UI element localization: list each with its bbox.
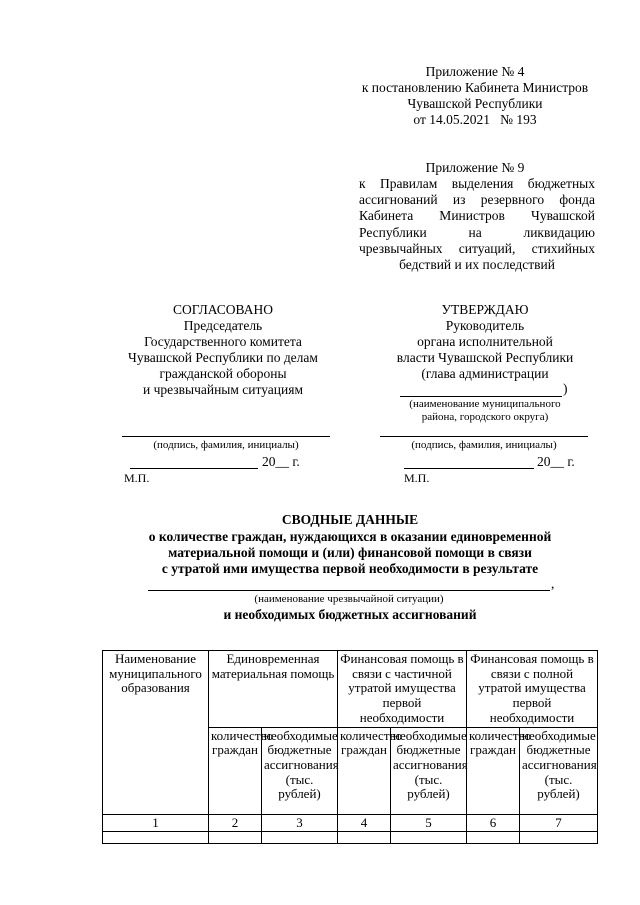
date-line <box>404 468 534 469</box>
approval-left-line: гражданской обороны <box>159 366 287 381</box>
summary-comma: , <box>551 576 555 591</box>
table-cell <box>520 832 598 844</box>
approval-right-heading: УТВЕРЖДАЮ <box>441 302 529 317</box>
subheader-budget: необходимые бюджетные ассигнования (тыс. рублей) <box>391 727 467 814</box>
subheader-budget: необходимые бюджетные ассигнования (тыс. рублей) <box>520 727 598 814</box>
header-partial-loss-aid: Финансовая помощь в связи с частичной утратой имущества первой необходимости <box>338 651 467 728</box>
appendix-4-title: Приложение № 4 <box>425 64 525 79</box>
table-cell <box>338 832 391 844</box>
column-number: 1 <box>103 814 209 832</box>
subheader-count: количество граждан <box>467 727 520 814</box>
summary-line: о количестве граждан, нуждающихся в оказании единовременной <box>148 529 552 544</box>
column-number: 2 <box>209 814 262 832</box>
seal-mark: М.П. <box>404 471 430 485</box>
approval-left-line: Чувашской Республики по делам <box>128 350 318 365</box>
column-number: 4 <box>338 814 391 832</box>
appendix-4-line: к постановлению Кабинета Министров <box>361 80 589 95</box>
approval-left-line: Государственного комитета <box>144 334 302 349</box>
appendix-4-line: Чувашской Республики <box>407 96 543 111</box>
approval-left-line: и чрезвычайным ситуациям <box>143 382 303 397</box>
signature-caption: (подпись, фамилия, инициалы) <box>411 439 557 451</box>
subheader-count: количество граждан <box>209 727 262 814</box>
summary-title: СВОДНЫЕ ДАННЫЕ <box>281 512 419 527</box>
approval-right-line: (глава администрации <box>421 366 549 381</box>
column-number: 5 <box>391 814 467 832</box>
summary-line: и необходимых бюджетных ассигнований <box>223 607 477 622</box>
appendix-9-text: к Правилам выделения бюджетных ассигнований из резервного фонда Кабинета Министров Чувашской Республики на ликвидацию чрезвычайных ситуаций, стихийных бедствий и их последствий <box>359 176 595 273</box>
signature-line <box>380 436 588 437</box>
appendix-9-title: Приложение № 9 <box>425 160 525 175</box>
closing-bracket: ) <box>563 381 568 396</box>
table-cell <box>391 832 467 844</box>
approval-right-line: власти Чувашской Республики <box>396 350 574 365</box>
table-number-row <box>103 814 598 832</box>
table-cell <box>103 832 209 844</box>
emergency-name-line <box>148 590 550 591</box>
column-number: 3 <box>262 814 338 832</box>
column-number: 7 <box>520 814 598 832</box>
date-year: 20__ г. <box>537 454 575 469</box>
header-full-loss-aid: Финансовая помощь в связи с полной утратой имущества первой необходимости <box>467 651 598 728</box>
summary-line: с утратой ими имущества первой необходимости в результате <box>161 561 539 576</box>
signature-caption: (подпись, фамилия, инициалы) <box>153 439 299 451</box>
signature-line <box>122 436 330 437</box>
municipality-caption: (наименование муниципального <box>409 398 561 410</box>
table-cell <box>209 832 262 844</box>
emergency-name-caption: (наименование чрезвычайной ситуации) <box>254 593 444 605</box>
appendix-4-date: от 14.05.2021 № 193 <box>413 112 537 127</box>
table-cell <box>262 832 338 844</box>
summary-table <box>102 650 598 844</box>
column-number: 6 <box>467 814 520 832</box>
approval-right-line: органа исполнительной <box>417 334 553 349</box>
header-one-time-aid: Единовременная материальная помощь <box>209 651 338 728</box>
header-municipality: Наименование муниципального образования <box>103 651 209 815</box>
date-year: 20__ г. <box>262 454 300 469</box>
municipality-line <box>400 396 562 397</box>
municipality-caption: района, городского округа) <box>421 411 549 423</box>
date-line <box>130 468 258 469</box>
summary-line: материальной помощи и (или) финансовой помощи в связи <box>168 545 532 560</box>
subheader-budget: необходимые бюджетные ассигнования (тыс. рублей) <box>262 727 338 814</box>
approval-right-line: Руководитель <box>445 318 525 333</box>
table-row <box>103 832 598 844</box>
table-cell <box>467 832 520 844</box>
approval-left-heading: СОГЛАСОВАНО <box>173 302 273 317</box>
approval-left-line: Председатель <box>183 318 263 333</box>
subheader-count: количество граждан <box>338 727 391 814</box>
seal-mark: М.П. <box>124 471 150 485</box>
table-header-row <box>103 651 598 728</box>
